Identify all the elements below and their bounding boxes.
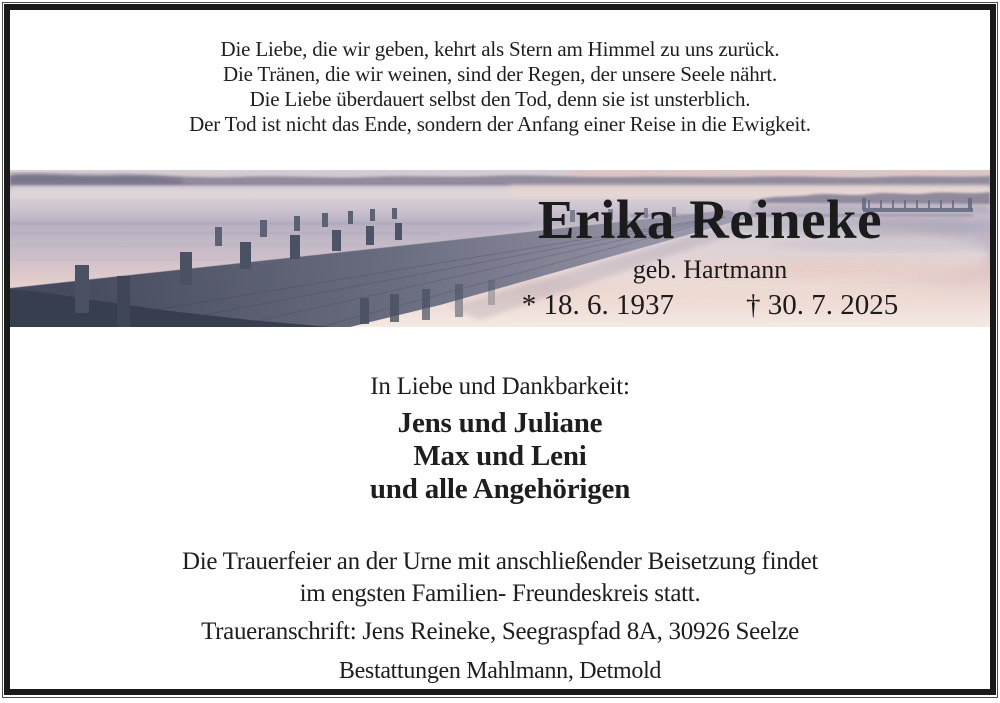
life-dates — [430, 290, 990, 320]
deceased-info — [430, 191, 990, 320]
poem-line: Die Tränen, die wir weinen, sind der Regen, der unsere Seele nährt. — [222, 62, 778, 86]
mourners-list — [0, 407, 1000, 506]
poem-line: Der Tod ist nicht das Ende, sondern der Anfang einer Reise in die Ewigkeit. — [189, 112, 811, 136]
poem-line: Die Liebe überdauert selbst den Tod, denn sie ist unsterblich. — [249, 87, 751, 111]
lake-jetty-photo — [10, 170, 990, 327]
death-date: † 30. 7. 2025 — [746, 289, 899, 321]
birth-date: * 18. 6. 1937 — [521, 289, 674, 321]
mourning-address: Traueranschrift: Jens Reineke, Seegraspfad 8A, 30926 Seelze — [201, 618, 799, 645]
funeral-home: Bestattungen Mahlmann, Detmold — [338, 658, 662, 684]
mourner-line: und alle Angehörigen — [369, 473, 631, 505]
mourner-line: Jens und Juliane — [397, 407, 603, 439]
memorial-poem — [20, 37, 980, 137]
tribute-section — [0, 374, 1000, 506]
maiden-name: geb. Hartmann — [632, 255, 788, 284]
tribute-intro: In Liebe und Dankbarkeit: — [370, 373, 630, 400]
mourner-line: Max und Leni — [413, 440, 587, 472]
poem-line: Die Liebe, die wir geben, kehrt als Stern am Himmel zu uns zurück. — [220, 37, 780, 61]
notice-line: Die Trauerfeier an der Urne mit anschließender Beisetzung findet — [181, 548, 819, 575]
notice-line: im engsten Familien- Freundeskreis statt. — [299, 580, 701, 607]
funeral-notice — [20, 546, 980, 610]
deceased-name: Erika Reineke — [537, 189, 883, 250]
